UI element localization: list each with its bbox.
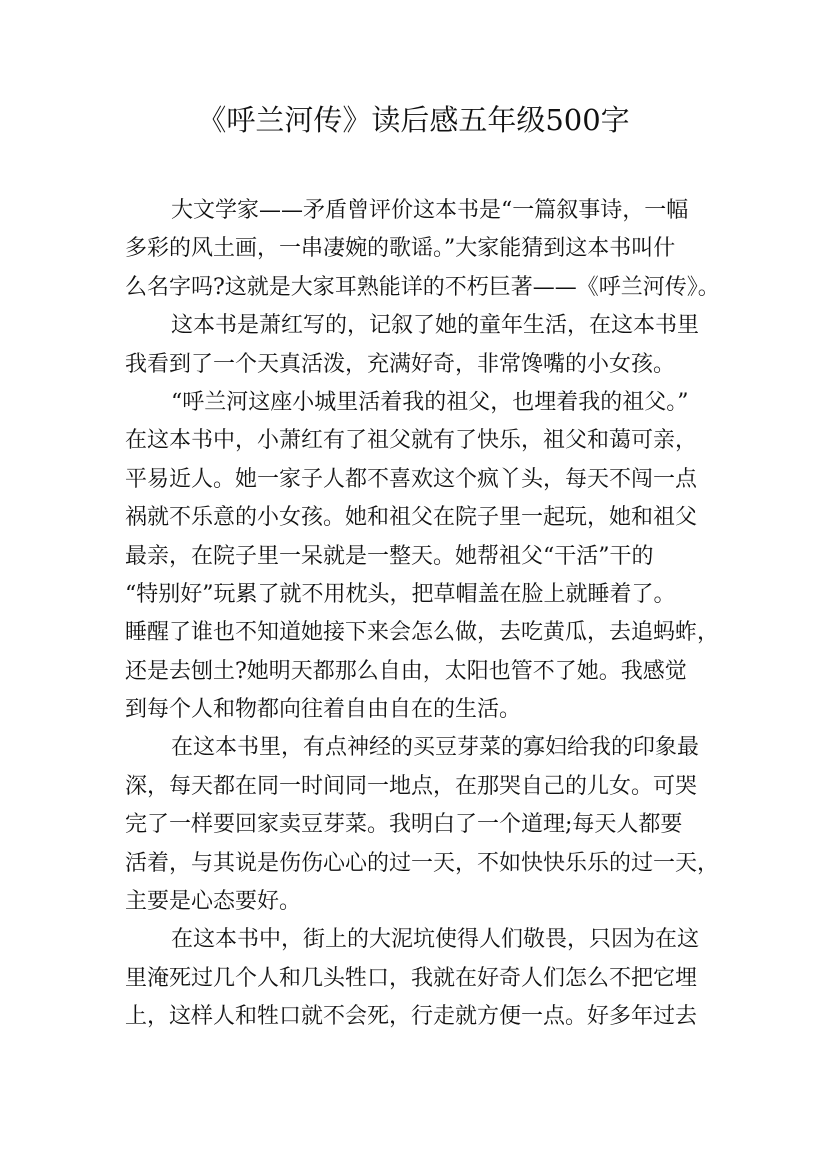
- text-line: 在这本书中，小萧红有了祖父就有了快乐，祖父和蔼可亲，: [125, 428, 698, 454]
- document-body: [125, 192, 720, 1037]
- text-line: 里淹死过几个人和几头牲口，我就在好奇人们怎么不把它埋: [125, 965, 698, 991]
- text-line: 上，这样人和牲口就不会死，行走就方便一点。好多年过去: [125, 1004, 698, 1030]
- text-line: 多彩的风土画，一串凄婉的歌谣。”大家能猜到这本书叫什: [125, 236, 676, 262]
- text-line: 这本书是萧红写的，记叙了她的童年生活，在这本书里: [171, 313, 700, 339]
- text-line: 完了一样要回家卖豆芽菜。我明白了一个道理;每天人都要: [125, 812, 683, 838]
- text-line: 平易近人。她一家子人都不喜欢这个疯丫头，每天不闯一点: [125, 466, 698, 492]
- text-line: 祸就不乐意的小女孩。她和祖父在院子里一起玩，她和祖父: [125, 505, 698, 531]
- text-line: 还是去刨土?她明天都那么自由，太阳也管不了她。我感觉: [125, 658, 687, 684]
- text-line: 活着，与其说是伤伤心心的过一天，不如快快乐乐的过一天，: [125, 850, 720, 876]
- text-line: 么名字吗?这就是大家耳熟能详的不朽巨著——《呼兰河传》。: [125, 274, 720, 300]
- text-line: 大文学家——矛盾曾评价这本书是“一篇叙事诗，一幅: [171, 198, 689, 223]
- text-line: 在这本书中，街上的大泥坑使得人们敬畏，只因为在这: [171, 927, 700, 953]
- document-title: 《呼兰河传》读后感五年级500字: [197, 103, 630, 137]
- text-line: “特别好”玩累了就不用枕头，把草帽盖在脸上就睡着了。: [125, 581, 676, 607]
- text-line: 深，每天都在同一时间同一地点，在那哭自己的儿女。可哭: [125, 773, 698, 799]
- text-line: “呼兰河这座小城里活着我的祖父，也埋着我的祖父。”: [171, 389, 689, 415]
- text-line: 我看到了一个天真活泼，充满好奇，非常馋嘴的小女孩。: [125, 351, 676, 377]
- text-line: 主要是心态要好。: [125, 889, 302, 915]
- text-line: 睡醒了谁也不知道她接下来会怎么做，去吃黄瓜，去追蚂蚱，: [125, 620, 720, 646]
- text-line: 在这本书里，有点神经的买豆芽菜的寡妇给我的印象最: [171, 735, 700, 761]
- text-line: 最亲，在院子里一呆就是一整天。她帮祖父“干活”干的: [125, 543, 654, 569]
- text-line: 到每个人和物都向往着自由自在的生活。: [125, 697, 522, 723]
